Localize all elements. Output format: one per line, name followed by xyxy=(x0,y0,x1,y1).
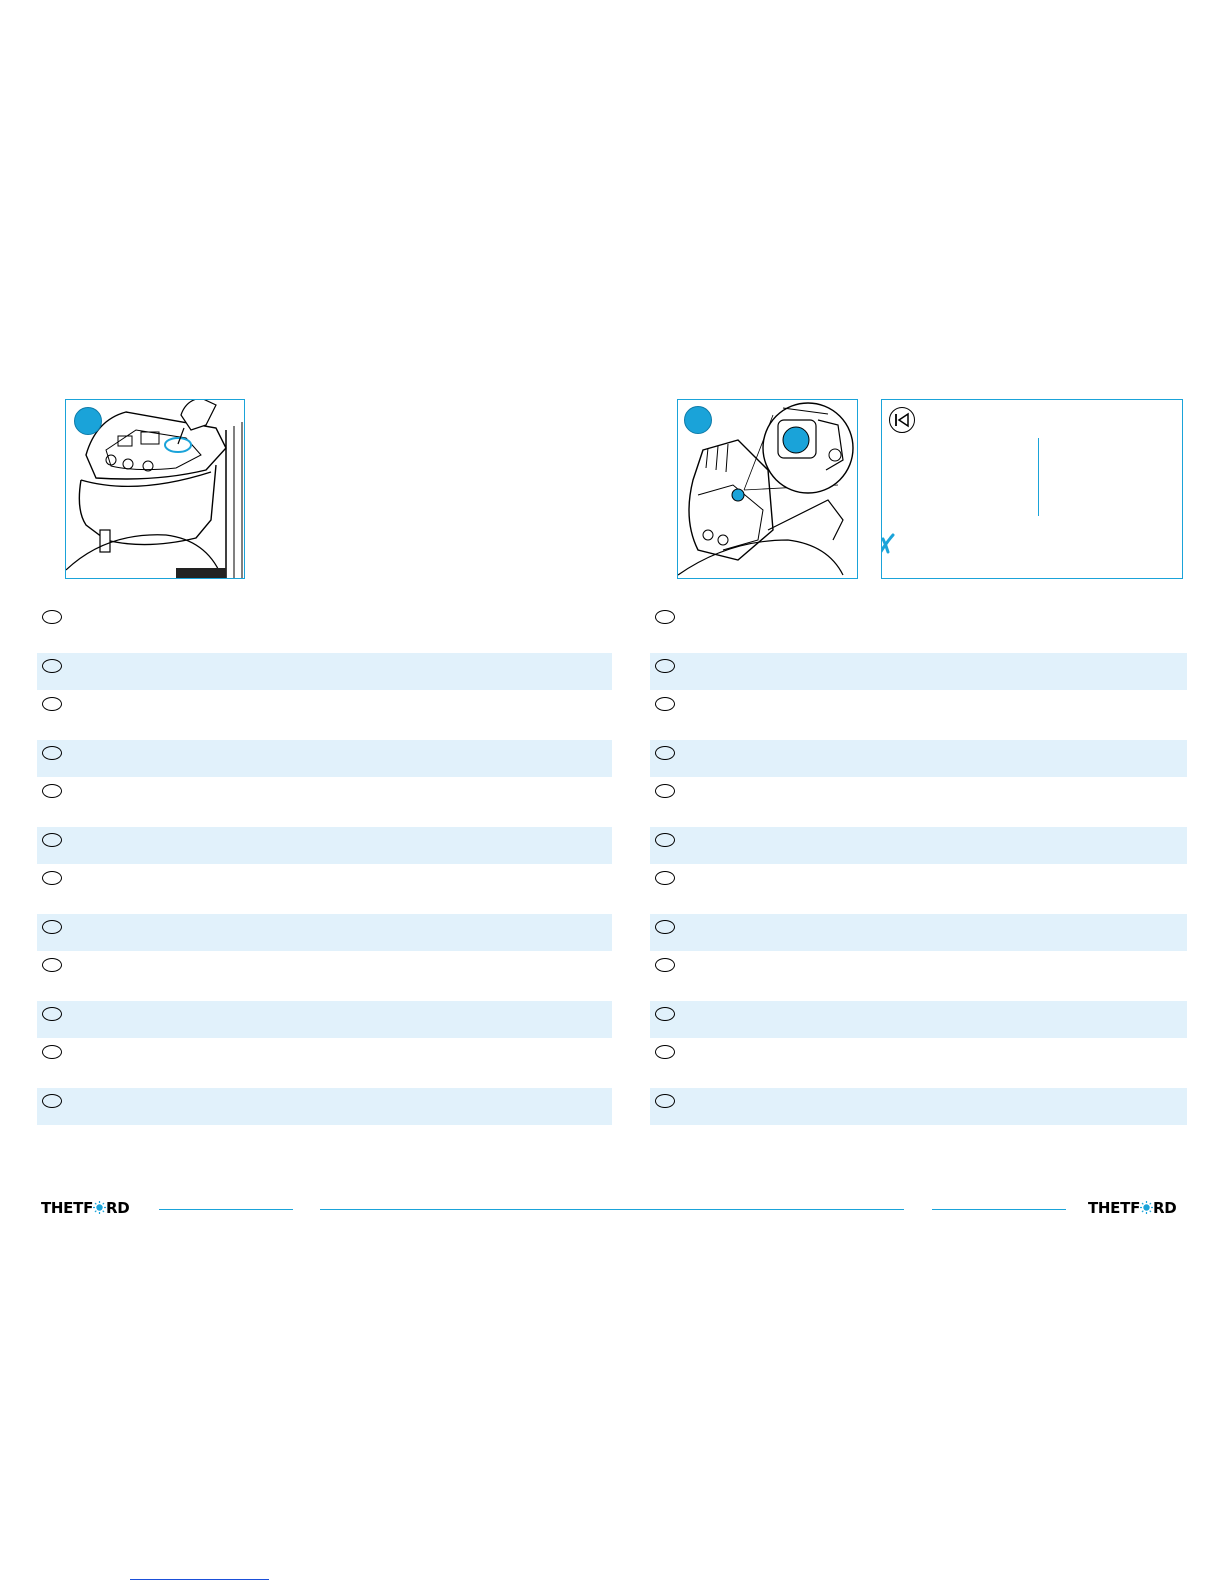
lang-badge xyxy=(655,871,675,885)
list-item xyxy=(37,603,612,653)
lang-badge xyxy=(42,871,62,885)
list-item xyxy=(37,690,612,740)
list-item xyxy=(37,951,612,1001)
list-item xyxy=(650,690,1187,740)
note-box xyxy=(881,399,1183,579)
lang-badge xyxy=(655,833,675,847)
warning-icon xyxy=(889,407,915,433)
footer-rule xyxy=(320,1209,904,1210)
brand-logo-left xyxy=(41,1199,129,1217)
figure-left xyxy=(65,399,245,579)
list-item xyxy=(650,951,1187,1001)
list-item xyxy=(650,1088,1187,1125)
lang-badge xyxy=(42,784,62,798)
lang-badge xyxy=(42,833,62,847)
language-list-left xyxy=(37,603,612,1125)
lang-badge xyxy=(655,920,675,934)
lang-badge xyxy=(42,746,62,760)
lang-badge xyxy=(655,958,675,972)
lang-badge xyxy=(655,610,675,624)
link-underline xyxy=(130,1579,269,1580)
brand-text: RD xyxy=(1153,1199,1177,1217)
list-item xyxy=(650,777,1187,827)
list-item xyxy=(650,864,1187,914)
lang-badge xyxy=(655,697,675,711)
list-item xyxy=(37,914,612,951)
footer-rule xyxy=(932,1209,1066,1210)
list-item xyxy=(37,777,612,827)
list-item xyxy=(37,1001,612,1038)
brand-text: THETF xyxy=(1088,1199,1141,1217)
list-item xyxy=(37,1038,612,1088)
lang-badge xyxy=(655,746,675,760)
lang-badge xyxy=(655,1094,675,1108)
list-item xyxy=(650,827,1187,864)
lang-badge xyxy=(42,1094,62,1108)
note-divider xyxy=(1038,438,1039,516)
list-item xyxy=(650,914,1187,951)
list-item xyxy=(37,864,612,914)
lang-badge xyxy=(42,659,62,673)
sun-icon xyxy=(1140,1200,1153,1213)
brand-text: RD xyxy=(106,1199,130,1217)
list-item xyxy=(37,1088,612,1125)
lang-badge xyxy=(655,1045,675,1059)
list-item xyxy=(650,603,1187,653)
lang-badge xyxy=(655,1007,675,1021)
lang-badge xyxy=(42,697,62,711)
list-item xyxy=(37,827,612,864)
lang-badge xyxy=(42,958,62,972)
language-list-right xyxy=(650,603,1187,1125)
footer-rule xyxy=(159,1209,293,1210)
brand-text: THETF xyxy=(41,1199,94,1217)
lang-badge xyxy=(42,920,62,934)
lang-badge xyxy=(42,1045,62,1059)
step-badge-icon xyxy=(74,407,102,435)
list-item xyxy=(650,1038,1187,1088)
list-item xyxy=(650,1001,1187,1038)
sun-icon xyxy=(93,1200,106,1213)
lang-badge xyxy=(42,610,62,624)
brand-logo-right xyxy=(1088,1199,1176,1217)
cross-mark-icon xyxy=(881,533,895,555)
list-item xyxy=(37,740,612,777)
lang-badge xyxy=(655,784,675,798)
list-item xyxy=(650,740,1187,777)
lang-badge xyxy=(655,659,675,673)
step-badge-icon xyxy=(684,406,712,434)
figure-right xyxy=(677,399,858,579)
lang-badge xyxy=(42,1007,62,1021)
list-item xyxy=(650,653,1187,690)
list-item xyxy=(37,653,612,690)
